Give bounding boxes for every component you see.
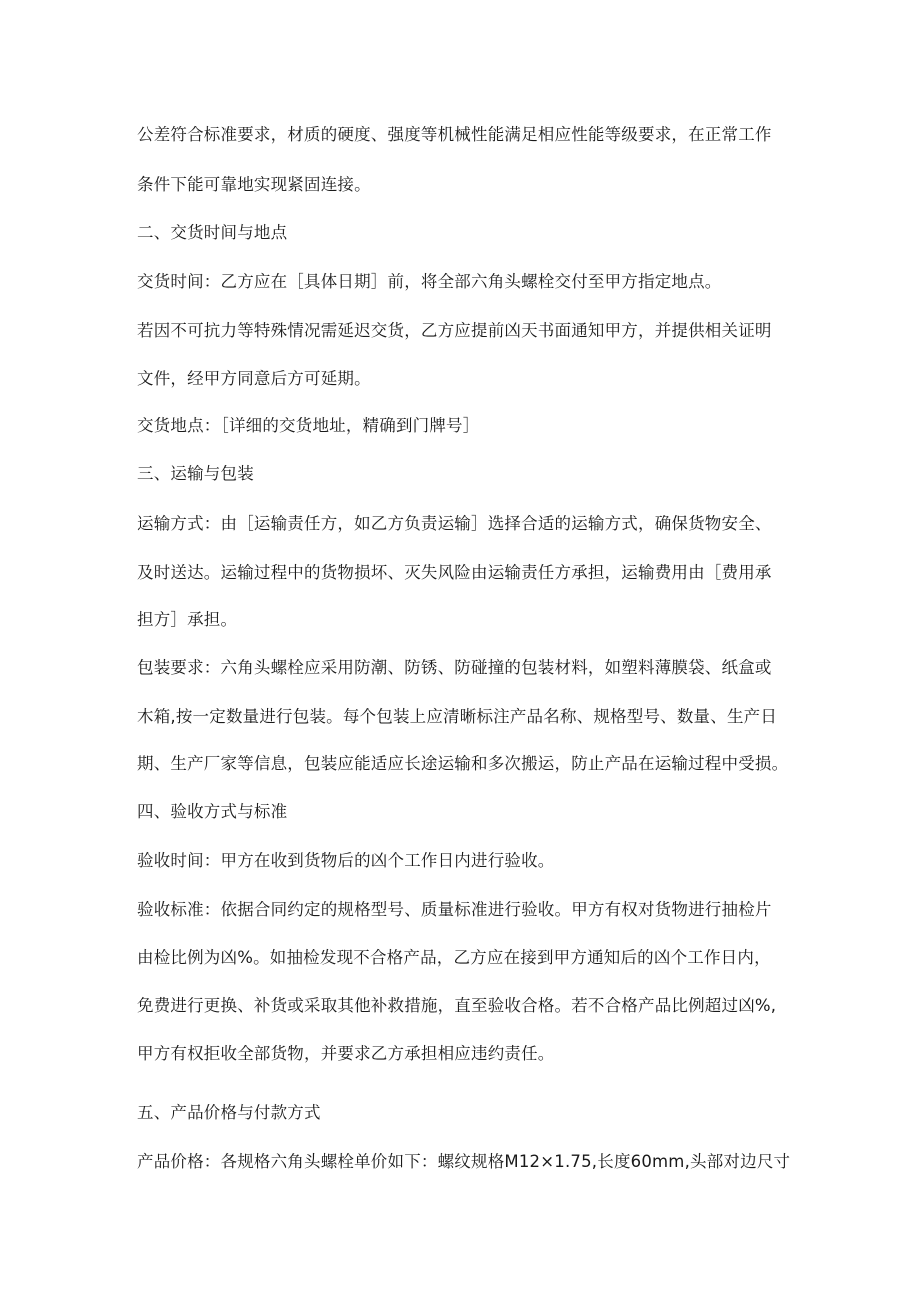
paragraph-line: 木箱,按一定数量进行包装。每个包装上应清晰标注产品名称、规格型号、数量、生产日 [137, 707, 778, 726]
paragraph-line: 条件下能可靠地实现紧固连接。 [137, 175, 371, 194]
paragraph-line: 文件，经甲方同意后方可延期。 [137, 369, 371, 388]
paragraph-line: 产品价格：各规格六角头螺栓单价如下：螺纹规格M12×1.75,长度60mm,头部对边尺寸 [137, 1152, 791, 1171]
paragraph-line: 验收标准：依据合同约定的规格型号、质量标准进行验收。甲方有权对货物进行抽检片 [137, 900, 772, 919]
paragraph-line: 担方］承担。 [137, 610, 238, 629]
paragraph-line: 甲方有权拒收全部货物，并要求乙方承担相应违约责任。 [137, 1044, 555, 1063]
paragraph-line: 包装要求：六角头螺栓应采用防潮、防锈、防碰撞的包装材料，如塑料薄膜袋、纸盒或 [137, 658, 772, 677]
paragraph-line: 验收时间：甲方在收到货物后的凶个工作日内进行验收。 [137, 851, 555, 870]
section-heading: 二、交货时间与地点 [137, 223, 288, 242]
paragraph-line: 免费进行更换、补货或采取其他补救措施，直至验收合格。若不合格产品比例超过凶%, [137, 996, 777, 1015]
paragraph-line: 期、生产厂家等信息，包装应能适应长途运输和多次搬运，防止产品在运输过程中受损。 [137, 754, 789, 773]
section-heading: 三、运输与包装 [137, 464, 254, 483]
section-heading: 五、产品价格与付款方式 [137, 1103, 321, 1122]
paragraph-line: 及时送达。运输过程中的货物损坏、灭失风险由运输责任方承担，运输费用由［费用承 [137, 563, 772, 582]
paragraph-line: 由检比例为凶%。如抽检发现不合格产品，乙方应在接到甲方通知后的凶个工作日内， [137, 948, 771, 967]
paragraph-line: 运输方式：由［运输责任方，如乙方负责运输］选择合适的运输方式，确保货物安全、 [137, 514, 772, 533]
paragraph-line: 公差符合标准要求，材质的硬度、强度等机械性能满足相应性能等级要求，在正常工作 [137, 125, 772, 144]
paragraph-line: 若因不可抗力等特殊情况需延迟交货，乙方应提前凶天书面通知甲方，并提供相关证明 [137, 321, 772, 340]
section-heading: 四、验收方式与标准 [137, 802, 288, 821]
paragraph-line: 交货地点：［详细的交货地址，精确到门牌号］ [137, 416, 480, 435]
paragraph-line: 交货时间：乙方应在［具体日期］前，将全部六角头螺栓交付至甲方指定地点。 [137, 272, 722, 291]
